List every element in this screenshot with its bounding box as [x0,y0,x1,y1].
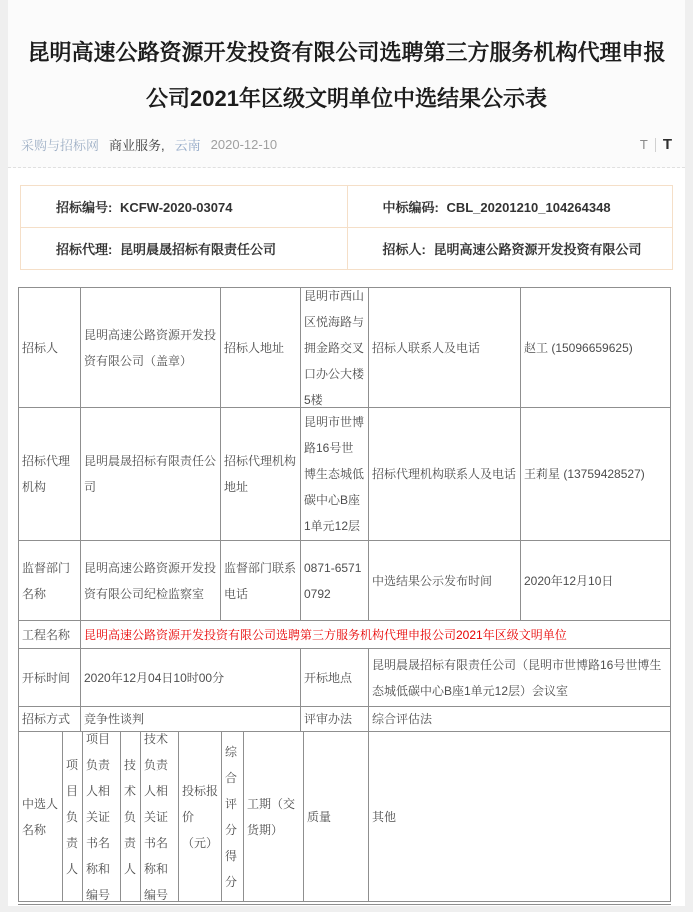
duration-header: 工期（交货期） [244,732,304,902]
agency-address-label: 招标代理机构地址 [221,408,301,541]
content-card [8,0,685,906]
next-row-top-border [18,904,671,906]
bid-number-cell [21,186,347,227]
source-site-link[interactable]: 采购与招标网 [21,138,100,153]
tenderee-value: 昆明高速公路资源开发投资有限公司 [433,242,642,257]
agency-row-label: 招标代理机构 [19,408,81,541]
bid-price-header: 投标报价（元） [179,732,222,902]
supervision-dept-label: 监督部门名称 [19,541,81,621]
agency-name-cell: 昆明晨晟招标有限责任公司 [81,408,221,541]
score-header: 综合评分得分 [222,732,244,902]
project-manager-cert-header: 项目负责人相关证书名称和编号 [83,732,121,902]
project-name-cell: 昆明高速公路资源开发投资有限公司选聘第三方服务机构代理申报公司2021年区级文明单位 [81,621,671,649]
table-row-supervision [19,541,671,621]
font-toggle-divider [655,138,656,152]
result-table [18,287,671,902]
tenderee-label: 招标人: [382,242,426,257]
table-row-winner-header [19,732,671,902]
meta-bar [8,135,685,154]
tenderee-contact-label: 招标人联系人及电话 [369,288,521,408]
quality-header: 质量 [304,732,369,902]
font-size-toggle [640,136,672,153]
agency-address-cell: 昆明市世博路16号世博生态城低碳中心B座1单元12层 [301,408,369,541]
win-code-cell [347,186,673,227]
supervision-phone-cell: 0871-65710792 [301,541,369,621]
page-title-line2: 公司2021年区级文明单位中选结果公示表 [146,86,547,111]
agency-cell [21,228,347,269]
opening-time-cell: 2020年12月04日10时00分 [81,649,301,707]
supervision-dept-cell: 昆明高速公路资源开发投资有限公司纪检监察室 [81,541,221,621]
font-smaller-button[interactable]: T [639,137,648,152]
meta-info [21,135,277,154]
agency-label: 招标代理: [56,242,113,257]
table-row-project [19,621,671,649]
font-larger-button[interactable]: T [662,136,672,153]
tenderee-address-label: 招标人地址 [221,288,301,408]
publish-time-label: 中选结果公示发布时间 [369,541,521,621]
tenderee-name-cell: 昆明高速公路资源开发投资有限公司（盖章） [81,288,221,408]
project-name-label: 工程名称 [19,621,81,649]
tenderee-cell [347,228,673,269]
table-row-tenderee [19,288,671,408]
win-code-label: 中标编码: [382,200,439,215]
agency-value: 昆明晨晟招标有限责任公司 [119,242,276,257]
review-method-cell: 综合评估法 [369,707,671,732]
bid-summary-box [20,185,673,270]
tenderee-address-cell: 昆明市西山区悦海路与拥金路交叉口办公大楼5楼 [301,288,369,408]
tenderee-contact-cell: 赵工 (15096659625) [521,288,671,408]
article-header [8,0,685,168]
other-header: 其他 [369,732,671,902]
agency-contact-cell: 王莉星 (13759428527) [521,408,671,541]
project-manager-header: 项目负责人 [63,732,83,902]
supervision-phone-label: 监督部门联系电话 [221,541,301,621]
opening-time-label: 开标时间 [19,649,81,707]
agency-contact-label: 招标代理机构联系人及电话 [369,408,521,541]
category-label: 商业服务, [109,138,165,153]
bid-method-cell: 竞争性谈判 [81,707,301,732]
table-row-method [19,707,671,732]
summary-row-codes [21,186,672,227]
review-method-label: 评审办法 [301,707,369,732]
region-link[interactable]: 云南 [174,138,201,153]
tech-manager-header: 技术负责人 [121,732,141,902]
tech-manager-cert-header: 技术负责人相关证书名称和编号 [141,732,179,902]
publish-time-cell: 2020年12月10日 [521,541,671,621]
page-title [8,30,685,122]
bid-method-label: 招标方式 [19,707,81,732]
win-code-value: CBL_20201210_104264348 [446,200,611,215]
opening-place-label: 开标地点 [301,649,369,707]
table-row-opening [19,649,671,707]
winner-name-header: 中选人名称 [19,732,63,902]
publish-date: 2020-12-10 [210,137,278,152]
header-divider [8,167,685,168]
bid-number-label: 招标编号: [56,200,113,215]
table-row-agency [19,408,671,541]
bid-number-value: KCFW-2020-03074 [119,200,233,215]
tenderee-row-label: 招标人 [19,288,81,408]
page-title-line1: 昆明高速公路资源开发投资有限公司选聘第三方服务机构代理申报 [27,40,666,65]
opening-place-cell: 昆明晨晟招标有限责任公司（昆明市世博路16号世博生态城低碳中心B座1单元12层）会议室 [369,649,671,707]
summary-row-parties [21,227,672,269]
